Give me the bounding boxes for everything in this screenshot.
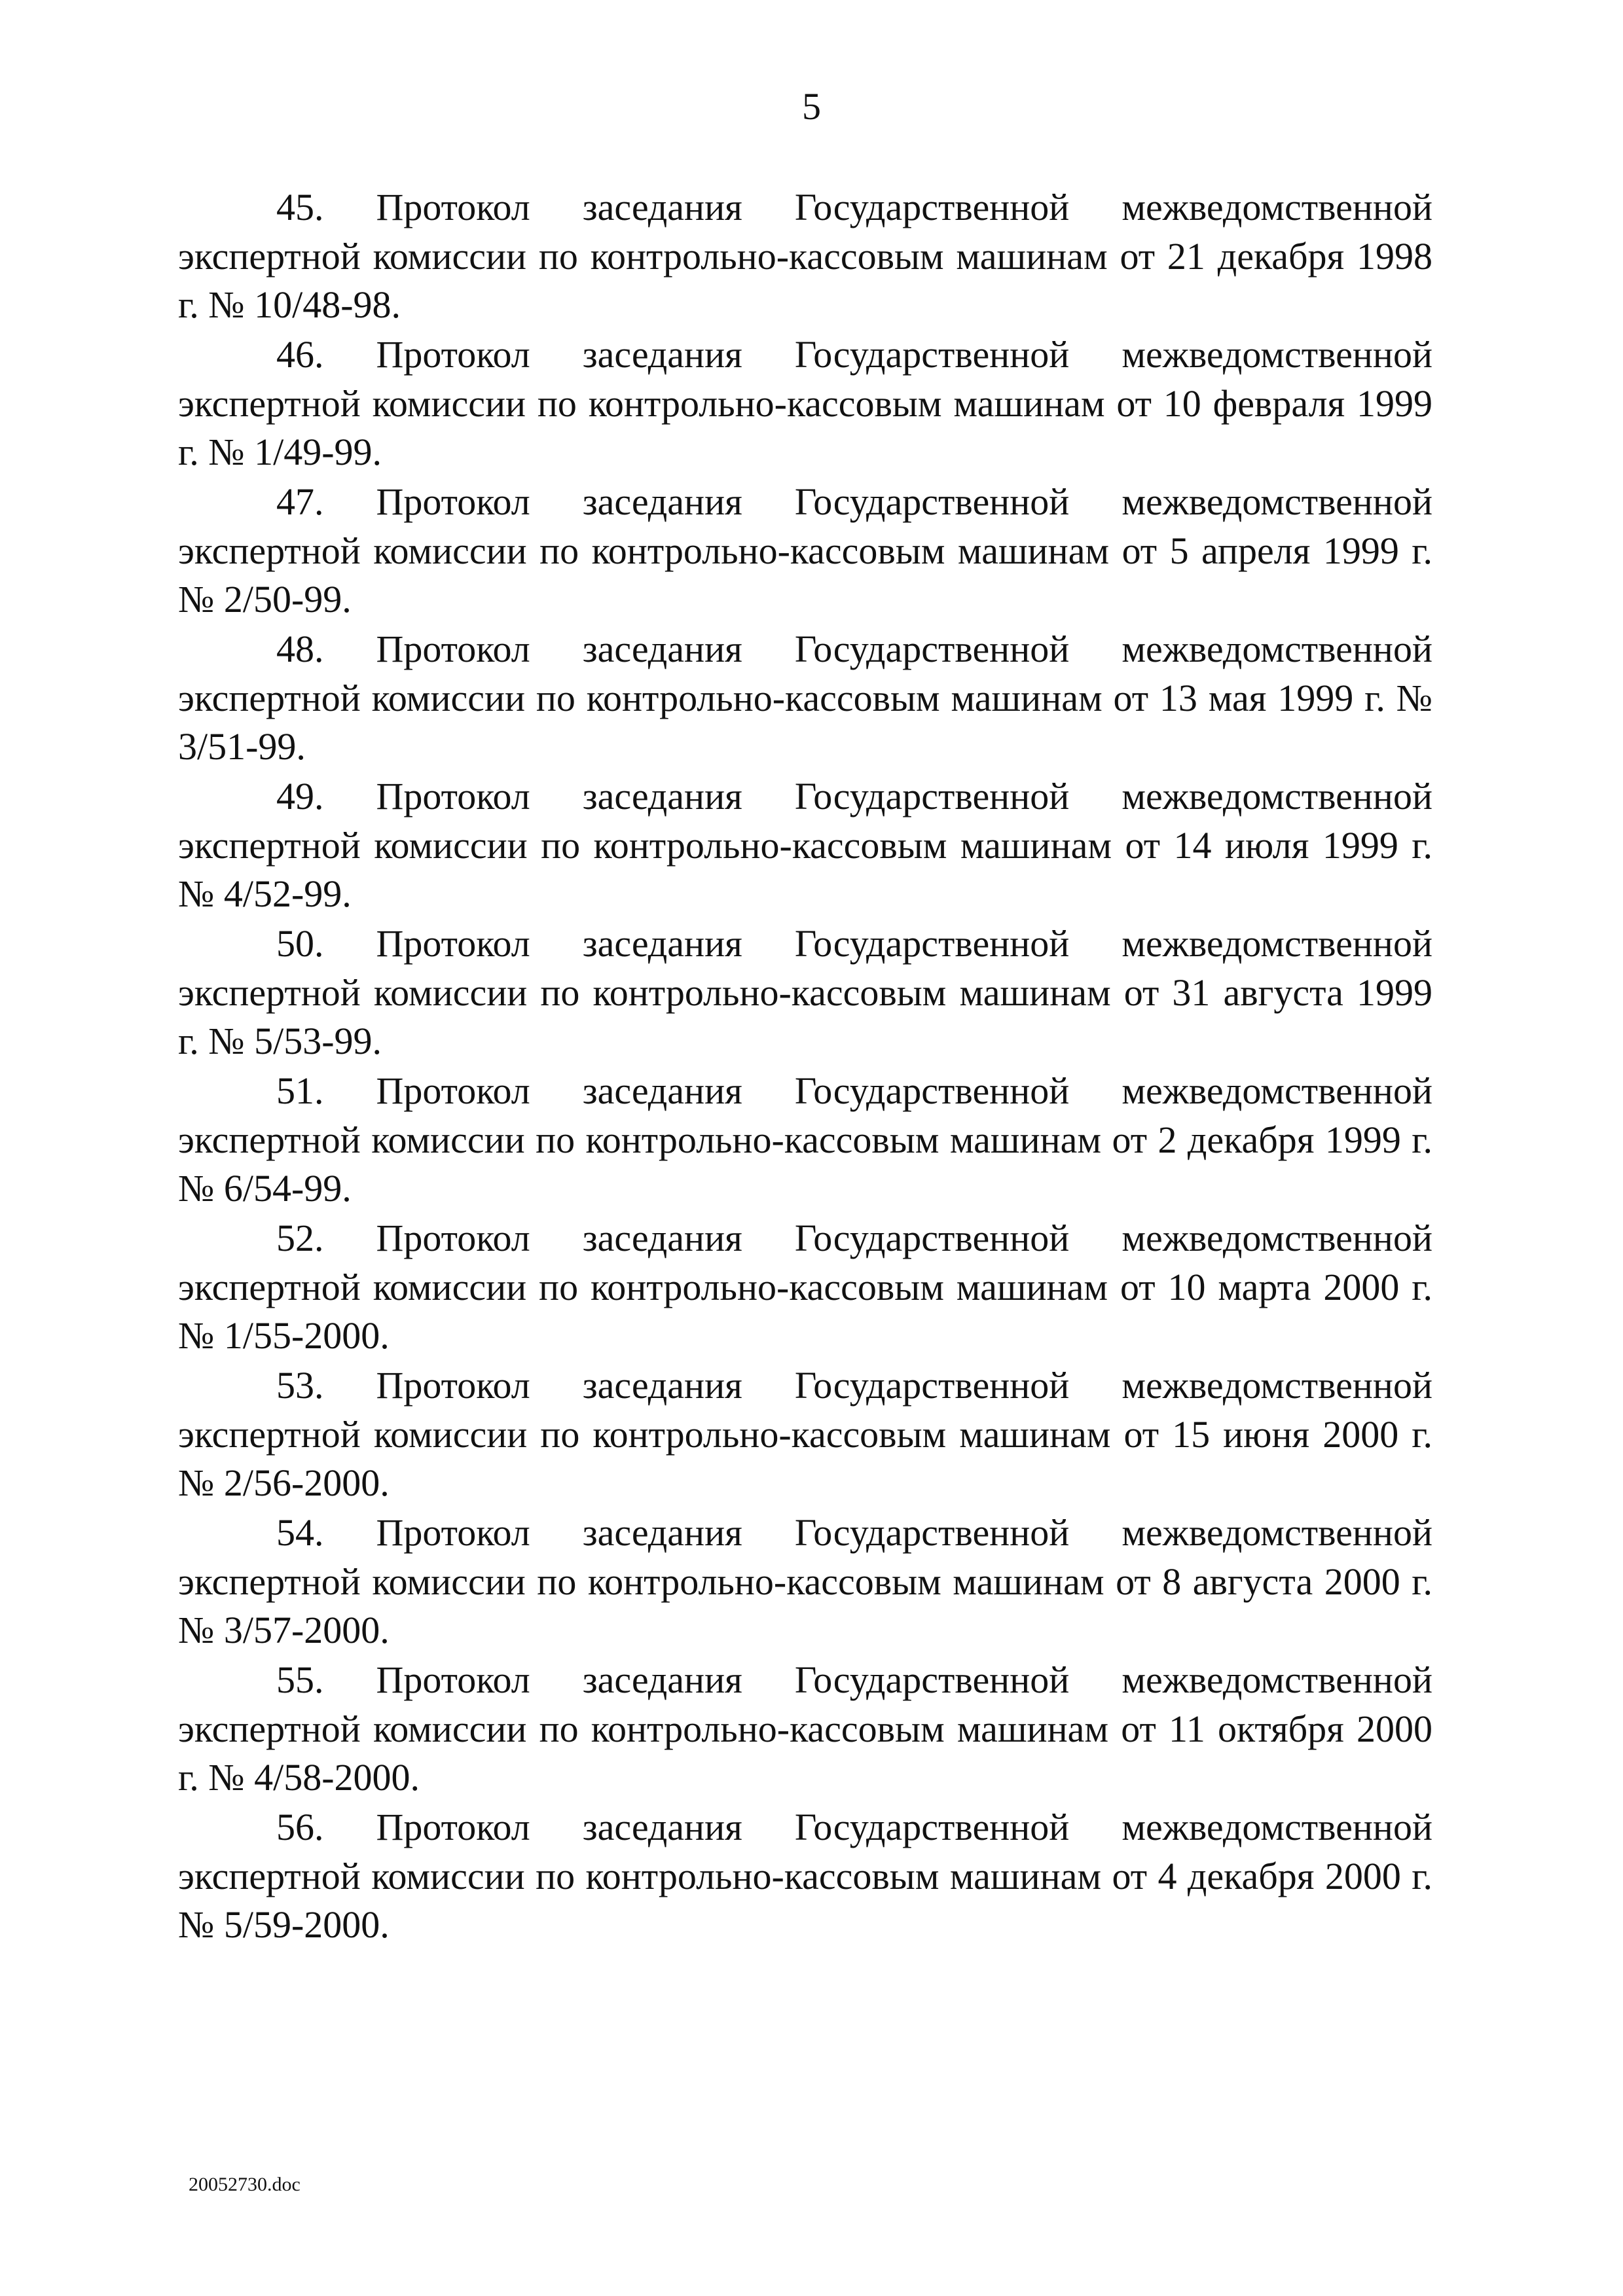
list-item: 50. Протокол заседания Государственной межведомственной экспертной комиссии по контрольно-кассовым машинам от 31 августа 1999 г. № 5/53-99. xyxy=(178,922,1432,1062)
list-item: 52. Протокол заседания Государственной межведомственной экспертной комиссии по контрольно-кассовым машинам от 10 марта 2000 г. № 1/55-2000. xyxy=(178,1217,1432,1357)
list-item: 47. Протокол заседания Государственной межведомственной экспертной комиссии по контрольно-кассовым машинам от 5 апреля 1999 г. № 2/50-99. xyxy=(178,480,1432,620)
list-item: 55. Протокол заседания Государственной межведомственной экспертной комиссии по контрольно-кассовым машинам от 11 октября 2000 г. № 4/58-2000. xyxy=(178,1659,1432,1799)
footer-filename: 20052730.doc xyxy=(189,2174,301,2195)
list-item: 48. Протокол заседания Государственной межведомственной экспертной комиссии по контрольно-кассовым машинам от 13 мая 1999 г. № 3/51-99. xyxy=(178,628,1432,768)
list-item: 46. Протокол заседания Государственной межведомственной экспертной комиссии по контрольно-кассовым машинам от 10 февраля 1999 г. № 1/49-99. xyxy=(178,333,1432,473)
list-item: 56. Протокол заседания Государственной межведомственной экспертной комиссии по контрольно-кассовым машинам от 4 декабря 2000 г. № 5/59-2000. xyxy=(178,1806,1432,1946)
page-number: 5 xyxy=(802,85,821,128)
list-item: 54. Протокол заседания Государственной межведомственной экспертной комиссии по контрольно-кассовым машинам от 8 августа 2000 г. № 3/57-2000. xyxy=(178,1511,1432,1651)
list-item: 45. Протокол заседания Государственной межведомственной экспертной комиссии по контрольно-кассовым машинам от 21 декабря 1998 г. № 10/48-98. xyxy=(178,186,1432,326)
list-item: 49. Протокол заседания Государственной межведомственной экспертной комиссии по контрольно-кассовым машинам от 14 июля 1999 г. № 4/52-99. xyxy=(178,775,1432,915)
list-item: 51. Протокол заседания Государственной межведомственной экспертной комиссии по контрольно-кассовым машинам от 2 декабря 1999 г. № 6/54-99. xyxy=(178,1069,1432,1210)
protocol-list xyxy=(178,183,1432,1950)
list-item: 53. Протокол заседания Государственной межведомственной экспертной комиссии по контрольно-кассовым машинам от 15 июня 2000 г. № 2/56-2000. xyxy=(178,1364,1432,1504)
